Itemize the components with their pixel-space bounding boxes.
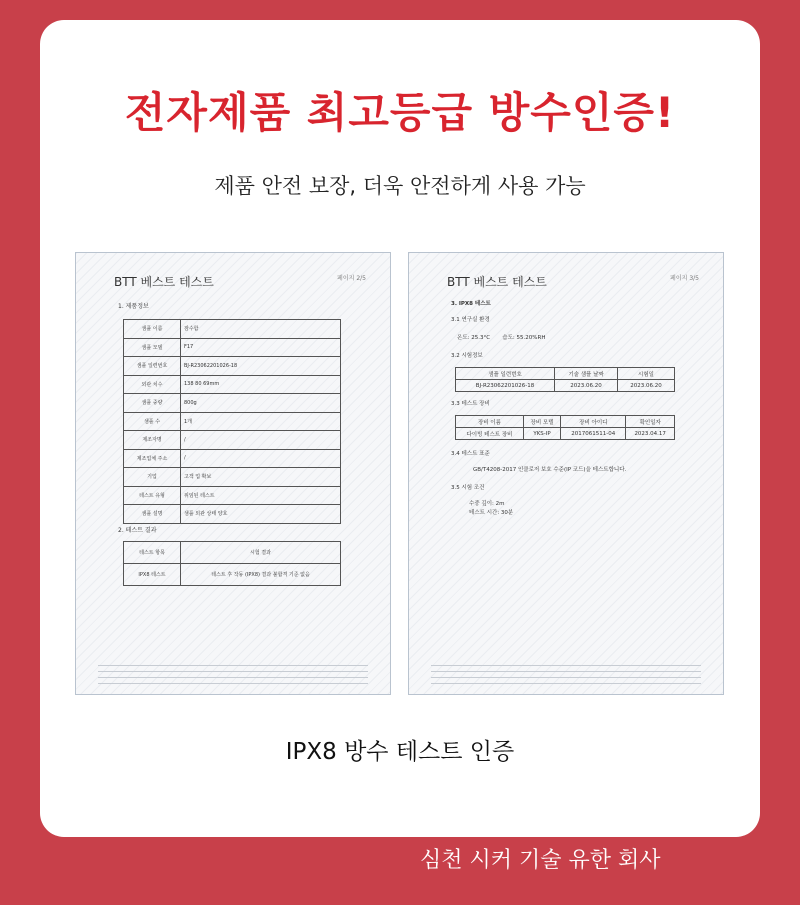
column-header: 시험 결과 [181, 542, 341, 564]
condition-time: 테스트 시간: 30분 [469, 510, 514, 516]
field-value: F17 [181, 338, 341, 357]
column-header: 기술 샘플 날짜 [555, 368, 618, 380]
test-report-page-3 [408, 252, 724, 695]
column-header: 시험일 [618, 368, 675, 380]
section-test-equipment: 3.3 테스트 장비 [451, 401, 490, 407]
field-label: 제조업체 주소 [124, 449, 181, 468]
table-row [124, 505, 341, 524]
section-product-info: 1. 제품정보 [118, 303, 149, 310]
field-value: 잠수함 [181, 320, 341, 339]
table-row [456, 416, 675, 428]
table-row [124, 468, 341, 487]
table-row [456, 428, 675, 440]
field-value: 위임된 테스트 [181, 486, 341, 505]
fine-print-line [431, 671, 701, 672]
column-header: 장비 모델 [523, 416, 560, 428]
headline: 전자제품 최고등급 방수인증! [124, 88, 676, 137]
column-header: 장비 아이디 [561, 416, 626, 428]
cell: 2023.06.20 [618, 380, 675, 392]
condition-depth: 수중 깊이: 2m [469, 501, 505, 507]
table-row [124, 486, 341, 505]
field-label: 샘플 중량 [124, 394, 181, 413]
column-header: 장비 이름 [456, 416, 524, 428]
field-value: 테스트 후 작동 (IPX8) 결과 불합격 기준 없음 [181, 564, 341, 586]
table-row [124, 375, 341, 394]
fine-print-line [98, 683, 368, 684]
cell: 2023.04.17 [626, 428, 675, 440]
field-value: / [181, 449, 341, 468]
report-title: BTT 베스트 테스트 [447, 275, 547, 289]
page-number: 페이지 3/5 [670, 275, 699, 282]
field-value: 138 80 69mm [181, 375, 341, 394]
field-value: 샘플 외관 상태 양호 [181, 505, 341, 524]
table-row [124, 338, 341, 357]
field-label: 샘플 모델 [124, 338, 181, 357]
field-label: 샘플 이름 [124, 320, 181, 339]
subheadline: 제품 안전 보장, 더욱 안전하게 사용 가능 [214, 174, 586, 198]
test-equipment-table [455, 415, 675, 440]
field-value: / [181, 431, 341, 450]
field-label: 테스트 유형 [124, 486, 181, 505]
field-value: BJ-R23062201026-18 [181, 357, 341, 376]
table-row [124, 357, 341, 376]
section-test-standard: 3.4 테스트 표준 [451, 451, 490, 457]
fine-print-line [98, 665, 368, 666]
page-number: 페이지 2/5 [337, 275, 366, 282]
test-report-page-2 [75, 252, 391, 695]
section-lab-environment: 3.1 연구실 환경 [451, 317, 490, 323]
cell: 다이빙 테스트 장비 [456, 428, 524, 440]
section-test-result: 2. 테스트 결과 [118, 527, 157, 534]
table-row [124, 412, 341, 431]
certification-caption: IPX8 방수 테스트 인증 [285, 739, 515, 765]
company-name: 심천 시커 기술 유한 회사 [420, 848, 661, 873]
section-test-conditions: 3.5 시험 조건 [451, 485, 485, 491]
field-label: 기업 [124, 468, 181, 487]
section-ipx8-test: 3. IPX8 테스트 [451, 301, 491, 307]
table-row [124, 542, 341, 564]
cell: 2023.06.20 [555, 380, 618, 392]
section-test-info: 3.2 시험정보 [451, 353, 483, 359]
field-label: 샘플 일련번호 [124, 357, 181, 376]
field-label: 외관 치수 [124, 375, 181, 394]
table-row [124, 394, 341, 413]
table-row [124, 449, 341, 468]
environment-values: 온도: 25.3°C 습도: 55.20%RH [457, 335, 546, 341]
field-label: 샘플 설명 [124, 505, 181, 524]
column-header: 확인일자 [626, 416, 675, 428]
fine-print-line [431, 677, 701, 678]
test-info-table [455, 367, 675, 392]
standard-text: GB/T4208-2017 인클로저 보호 수준(IP 코드)을 테스트합니다. [473, 467, 627, 473]
cell: 2017061511-04 [561, 428, 626, 440]
product-info-table [123, 319, 341, 524]
field-value: 1개 [181, 412, 341, 431]
table-row [124, 564, 341, 586]
field-label: IPX8 테스트 [124, 564, 181, 586]
column-header: 테스트 항목 [124, 542, 181, 564]
column-header: 샘플 일련번호 [456, 368, 555, 380]
fine-print-line [431, 665, 701, 666]
report-title: BTT 베스트 테스트 [114, 275, 214, 289]
fine-print-line [431, 683, 701, 684]
cell: BJ-R23062201026-18 [456, 380, 555, 392]
field-label: 샘플 수 [124, 412, 181, 431]
test-result-table [123, 541, 341, 586]
field-value: 800g [181, 394, 341, 413]
cell: YKS-IP [523, 428, 560, 440]
field-value: 고객 업 확보 [181, 468, 341, 487]
table-row [124, 320, 341, 339]
fine-print-line [98, 671, 368, 672]
fine-print-line [98, 677, 368, 678]
table-row [124, 431, 341, 450]
table-row [456, 380, 675, 392]
table-row [456, 368, 675, 380]
field-label: 제조자명 [124, 431, 181, 450]
